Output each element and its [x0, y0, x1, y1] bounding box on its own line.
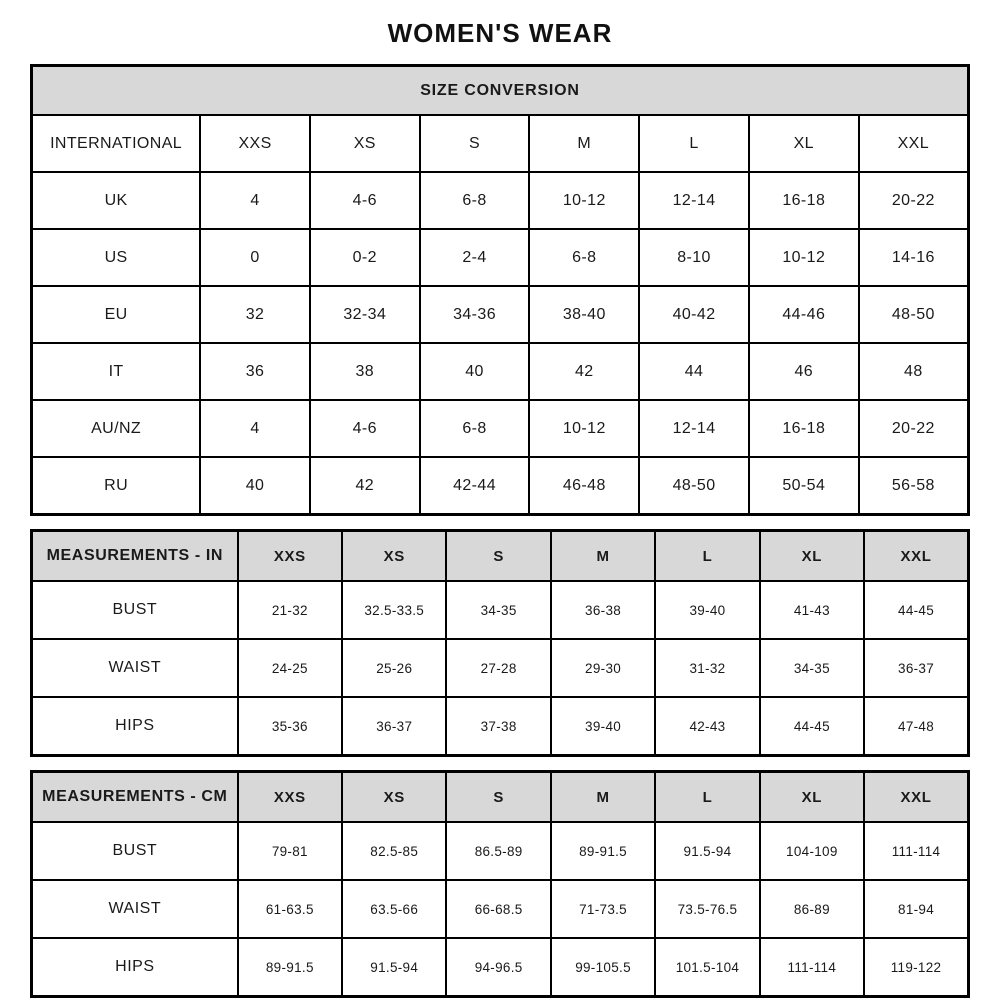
cell: 4 [200, 172, 310, 229]
cell: 81-94 [864, 880, 968, 938]
cell: 34-35 [760, 639, 864, 697]
cell: 44-46 [749, 286, 859, 343]
table-header-row [32, 772, 969, 823]
cell: 39-40 [551, 697, 655, 756]
size-conversion-title: SIZE CONVERSION [32, 66, 969, 116]
col-header-xxs: XXS [238, 531, 342, 582]
measurements-in-title: MEASUREMENTS - IN [32, 531, 238, 582]
cell: 63.5-66 [342, 880, 446, 938]
cell: 4-6 [310, 400, 420, 457]
col-header-s: S [446, 531, 550, 582]
cell: 6-8 [420, 172, 530, 229]
row-label-waist: WAIST [32, 880, 238, 938]
row-label-it: IT [32, 343, 201, 400]
row-label-us: US [32, 229, 201, 286]
cell: 79-81 [238, 822, 342, 880]
row-label-hips: HIPS [32, 697, 238, 756]
col-header-xl: XL [749, 115, 859, 172]
cell: 50-54 [749, 457, 859, 515]
cell: 40 [420, 343, 530, 400]
cell: 14-16 [859, 229, 969, 286]
col-header-xxs: XXS [238, 772, 342, 823]
measurements-cm-table [30, 770, 970, 998]
cell: 6-8 [529, 229, 639, 286]
table-row-waist-in [32, 639, 969, 697]
measurements-in-table [30, 529, 970, 757]
cell: 32-34 [310, 286, 420, 343]
cell: 12-14 [639, 172, 749, 229]
measurements-cm-title: MEASUREMENTS - CM [32, 772, 238, 823]
cell: 89-91.5 [551, 822, 655, 880]
cell: 56-58 [859, 457, 969, 515]
col-header-xxl: XXL [859, 115, 969, 172]
cell: 24-25 [238, 639, 342, 697]
cell: 29-30 [551, 639, 655, 697]
cell: 20-22 [859, 400, 969, 457]
row-label-bust: BUST [32, 822, 238, 880]
cell: 34-36 [420, 286, 530, 343]
table-row-bust-in [32, 581, 969, 639]
cell: 38-40 [529, 286, 639, 343]
col-header-l: L [639, 115, 749, 172]
cell: 39-40 [655, 581, 759, 639]
table-row-eu [32, 286, 969, 343]
cell: 42-44 [420, 457, 530, 515]
cell: 38 [310, 343, 420, 400]
cell: 36-37 [342, 697, 446, 756]
cell: 71-73.5 [551, 880, 655, 938]
col-header-s: S [420, 115, 530, 172]
table-row-hips-cm [32, 938, 969, 997]
table-header-row [32, 531, 969, 582]
cell: 36-37 [864, 639, 968, 697]
cell: 0 [200, 229, 310, 286]
cell: 91.5-94 [342, 938, 446, 997]
size-conversion-table [30, 64, 970, 516]
cell: 46 [749, 343, 859, 400]
col-header-l: L [655, 772, 759, 823]
cell: 44-45 [864, 581, 968, 639]
cell: 42 [310, 457, 420, 515]
cell: 86.5-89 [446, 822, 550, 880]
cell: 42 [529, 343, 639, 400]
cell: 44-45 [760, 697, 864, 756]
table-row-it [32, 343, 969, 400]
cell: 82.5-85 [342, 822, 446, 880]
cell: 6-8 [420, 400, 530, 457]
cell: 31-32 [655, 639, 759, 697]
cell: 99-105.5 [551, 938, 655, 997]
cell: 34-35 [446, 581, 550, 639]
cell: 16-18 [749, 400, 859, 457]
cell: 48-50 [639, 457, 749, 515]
table-row-bust-cm [32, 822, 969, 880]
page-title: WOMEN'S WEAR [387, 18, 613, 48]
cell: 61-63.5 [238, 880, 342, 938]
cell: 101.5-104 [655, 938, 759, 997]
cell: 35-36 [238, 697, 342, 756]
col-header-xxs: XXS [200, 115, 310, 172]
cell: 41-43 [760, 581, 864, 639]
table-row-uk [32, 172, 969, 229]
cell: 46-48 [529, 457, 639, 515]
cell: 119-122 [864, 938, 968, 997]
col-header-s: S [446, 772, 550, 823]
table-row-ru [32, 457, 969, 515]
table-row-hips-in [32, 697, 969, 756]
cell: 10-12 [749, 229, 859, 286]
cell: 32.5-33.5 [342, 581, 446, 639]
row-label-ru: RU [32, 457, 201, 515]
table-row-aunz [32, 400, 969, 457]
cell: 4-6 [310, 172, 420, 229]
table-row-waist-cm [32, 880, 969, 938]
cell: 48-50 [859, 286, 969, 343]
cell: 94-96.5 [446, 938, 550, 997]
cell: 89-91.5 [238, 938, 342, 997]
col-header-xxl: XXL [864, 772, 968, 823]
col-header-xxl: XXL [864, 531, 968, 582]
col-header-xs: XS [342, 531, 446, 582]
cell: 8-10 [639, 229, 749, 286]
row-label-eu: EU [32, 286, 201, 343]
col-header-xl: XL [760, 531, 864, 582]
cell: 44 [639, 343, 749, 400]
col-header-international: INTERNATIONAL [32, 115, 201, 172]
row-label-bust: BUST [32, 581, 238, 639]
cell: 36 [200, 343, 310, 400]
cell: 0-2 [310, 229, 420, 286]
cell: 73.5-76.5 [655, 880, 759, 938]
col-header-m: M [551, 531, 655, 582]
cell: 40-42 [639, 286, 749, 343]
cell: 12-14 [639, 400, 749, 457]
col-header-m: M [529, 115, 639, 172]
col-header-xs: XS [342, 772, 446, 823]
cell: 37-38 [446, 697, 550, 756]
table-header-row [32, 66, 969, 116]
cell: 10-12 [529, 172, 639, 229]
col-header-xs: XS [310, 115, 420, 172]
cell: 40 [200, 457, 310, 515]
col-header-xl: XL [760, 772, 864, 823]
cell: 47-48 [864, 697, 968, 756]
cell: 20-22 [859, 172, 969, 229]
cell: 66-68.5 [446, 880, 550, 938]
row-label-hips: HIPS [32, 938, 238, 997]
cell: 111-114 [760, 938, 864, 997]
row-label-waist: WAIST [32, 639, 238, 697]
cell: 104-109 [760, 822, 864, 880]
cell: 27-28 [446, 639, 550, 697]
row-label-aunz: AU/NZ [32, 400, 201, 457]
column-header-row [32, 115, 969, 172]
cell: 2-4 [420, 229, 530, 286]
col-header-l: L [655, 531, 759, 582]
cell: 86-89 [760, 880, 864, 938]
cell: 32 [200, 286, 310, 343]
row-label-uk: UK [32, 172, 201, 229]
cell: 36-38 [551, 581, 655, 639]
col-header-m: M [551, 772, 655, 823]
cell: 21-32 [238, 581, 342, 639]
cell: 42-43 [655, 697, 759, 756]
table-row-us [32, 229, 969, 286]
cell: 4 [200, 400, 310, 457]
cell: 111-114 [864, 822, 968, 880]
cell: 10-12 [529, 400, 639, 457]
cell: 25-26 [342, 639, 446, 697]
cell: 91.5-94 [655, 822, 759, 880]
cell: 48 [859, 343, 969, 400]
cell: 16-18 [749, 172, 859, 229]
